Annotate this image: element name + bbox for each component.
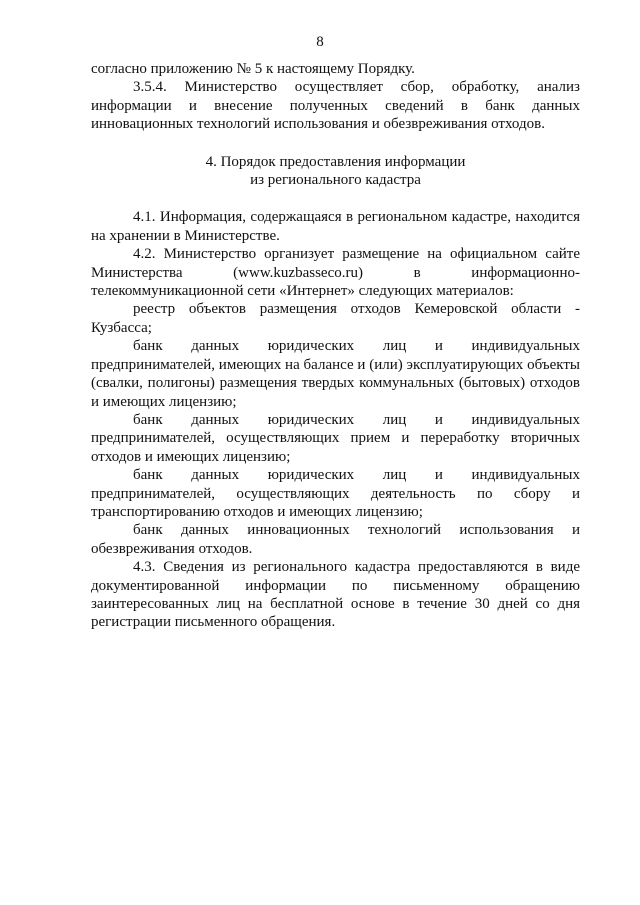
paragraph-continuation: согласно приложению № 5 к настоящему Порядку. (91, 61, 415, 77)
document-body (91, 60, 580, 632)
page-number: 8 (316, 34, 324, 50)
paragraph-3-5-4: 3.5.4. Министерство осуществляет сбор, обработку, анализ информации и внесение полученных сведений в банк данных инновационных технологий использования и обезвреживания отходов. (91, 79, 580, 133)
paragraph-4-3: 4.3. Сведения из регионального кадастра предоставляются в виде документированной информации по письменному обращению заинтересованных лиц на бесплатной основе в течение 30 дней со дня регистрации письменного обращения. (91, 559, 580, 631)
paragraph-4-2: 4.2. Министерство организует размещение на официальном сайте Министерства (www.kuzbasseco.ru) в информационно-телекоммуникационной сети «Интернет» следующих материалов: (91, 246, 580, 300)
list-item-databank-recycling: банк данных юридических лиц и индивидуальных предпринимателей, осуществляющих прием и переработку вторичных отходов и имеющих лицензию; (91, 411, 580, 465)
list-item-databank-collection: банк данных юридических лиц и индивидуальных предпринимателей, осуществляющих деятельность по сбору и транспортированию отходов и имеющих лицензию; (91, 467, 580, 520)
section-heading-line-2: из регионального кадастра (250, 172, 421, 189)
list-item-databank-landfills: банк данных юридических лиц и индивидуальных предпринимателей, имеющих на балансе и (или) эксплуатирующих объекты (свалки, полигоны) размещения твердых коммунальных (бытовых) отходов и имеющих лицензию; (91, 338, 580, 410)
list-item-databank-technologies: банк данных инновационных технологий использования и обезвреживания отходов. (91, 522, 580, 557)
section-heading-line-1: 4. Порядок предоставления информации (205, 153, 466, 170)
list-item-registry: реестр объектов размещения отходов Кемеровской области - Кузбасса; (91, 301, 580, 336)
paragraph-4-1: 4.1. Информация, содержащаяся в региональном кадастре, находится на хранении в Министерстве. (91, 209, 580, 244)
section-heading (91, 153, 580, 190)
